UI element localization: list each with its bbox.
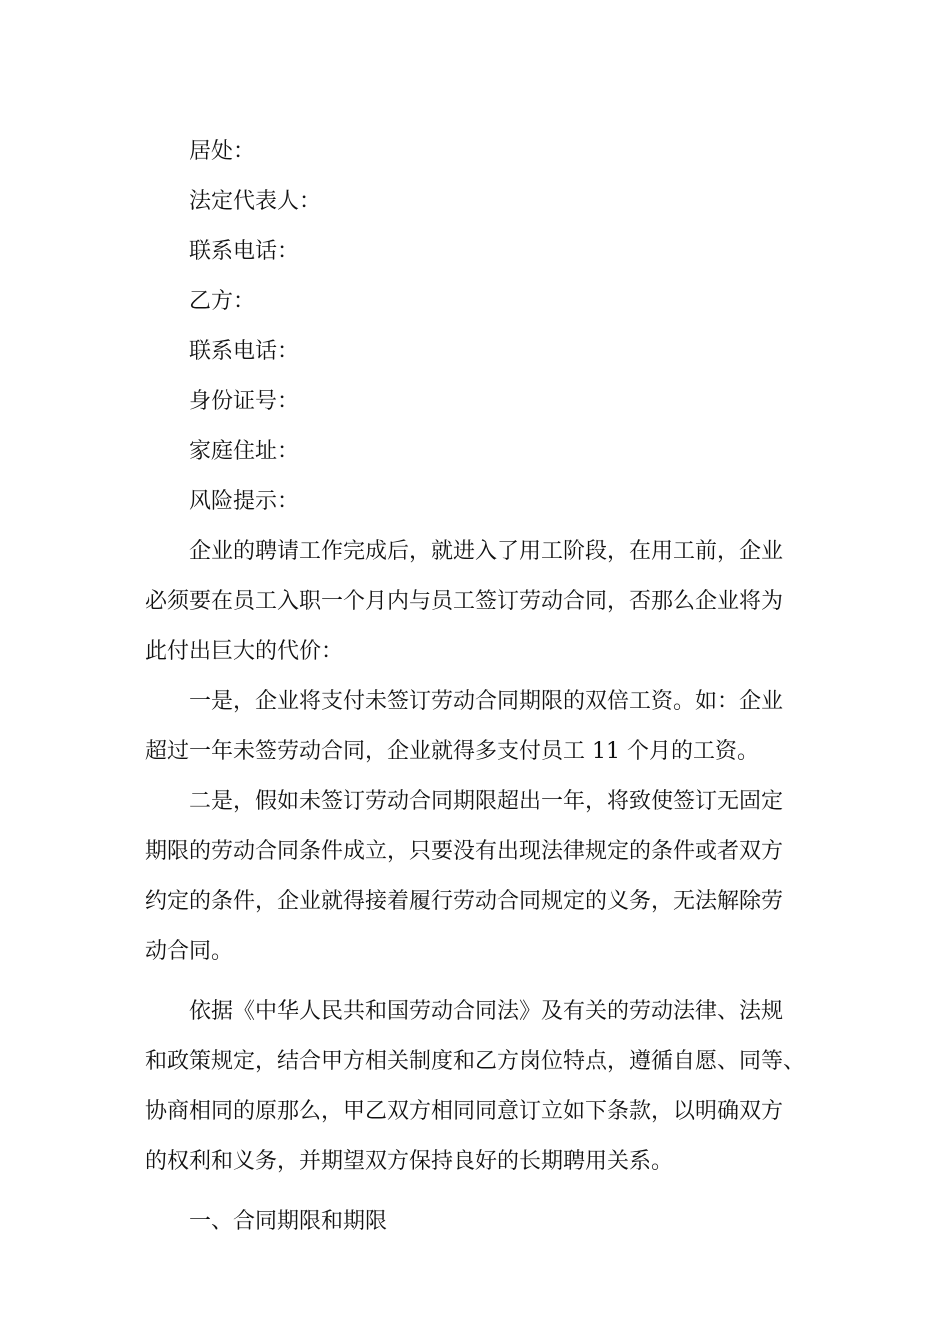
field-legal-representative: 法定代表人：: [189, 189, 322, 214]
paragraph-line: 的权利和义务，并期望双方保持良好的长期聘用关系。: [145, 1149, 674, 1174]
field-residence: 居处：: [189, 139, 256, 164]
paragraph-line: 和政策规定，结合甲方相关制度和乙方岗位特点，遵循自愿、同等、: [145, 1049, 806, 1074]
paragraph-line: 必须要在员工入职一个月内与员工签订劳动合同，否那么企业将为: [145, 589, 784, 614]
paragraph-line: 依据《中华人民共和国劳动合同法》及有关的劳动法律、法规: [189, 999, 784, 1024]
field-party-b: 乙方：: [189, 289, 256, 314]
paragraph-line: 一是，企业将支付未签订劳动合同期限的双倍工资。如：企业: [189, 689, 784, 714]
field-phone-party-a: 联系电话：: [189, 239, 300, 264]
paragraph-line: 超过一年未签劳动合同，企业就得多支付员工 11 个月的工资。: [145, 739, 759, 764]
paragraph-line: 此付出巨大的代价：: [145, 639, 344, 664]
paragraph-line: 期限的劳动合同条件成立，只要没有出现法律规定的条件或者双方: [145, 839, 784, 864]
paragraph-line: 二是，假如未签订劳动合同期限超出一年，将致使签订无固定: [189, 789, 784, 814]
paragraph-line: 协商相同的原那么，甲乙双方相同同意订立如下条款，以明确双方: [145, 1099, 784, 1124]
field-home-address: 家庭住址：: [189, 439, 300, 464]
field-id-number: 身份证号：: [189, 389, 300, 414]
paragraph-line: 企业的聘请工作完成后，就进入了用工阶段，在用工前，企业: [189, 539, 784, 564]
section-heading-contract-term: 一、合同期限和期限: [189, 1209, 388, 1234]
paragraph-line: 动合同。: [145, 939, 234, 964]
risk-heading: 风险提示：: [189, 489, 300, 514]
field-phone-party-b: 联系电话：: [189, 339, 300, 364]
paragraph-line: 约定的条件，企业就得接着履行劳动合同规定的义务，无法解除劳: [145, 889, 784, 914]
